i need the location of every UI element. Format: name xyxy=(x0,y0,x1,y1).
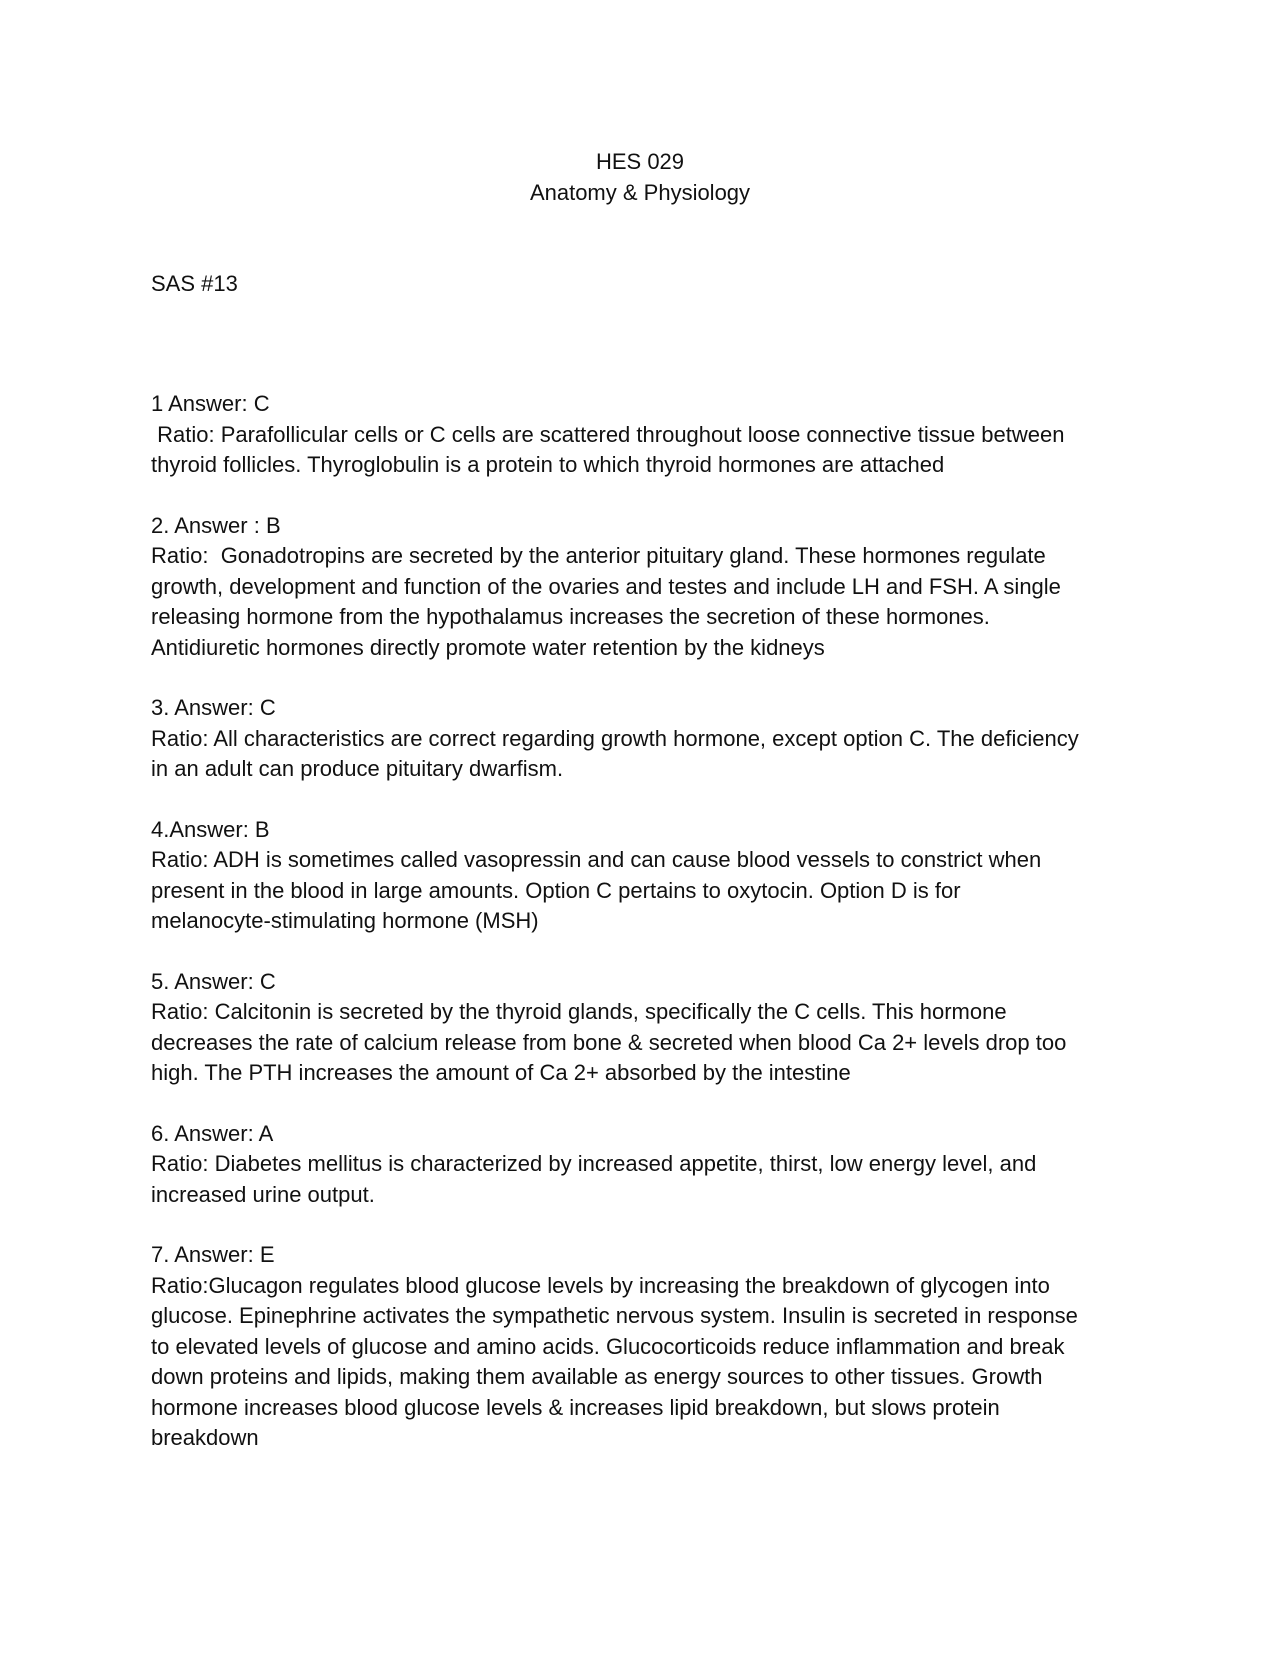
ratio-line: to elevated levels of glucose and amino acids. Glucocorticoids reduce inflammation and break xyxy=(151,1333,1065,1359)
ratio-line: melanocyte-stimulating hormone (MSH) xyxy=(151,908,539,933)
answer-item-7 xyxy=(151,1240,1131,1454)
course-title: Anatomy & Physiology xyxy=(529,180,751,205)
answer-heading: 7. Answer: E xyxy=(151,1242,275,1267)
ratio-line: Ratio: ADH is sometimes called vasopressin and can cause blood vessels to constrict when xyxy=(151,847,1042,872)
answer-item-5 xyxy=(151,967,1131,1089)
ratio-line: glucose. Epinephrine activates the sympathetic nervous system. Insulin is secreted in response xyxy=(151,1303,1078,1328)
ratio-line: high. The PTH increases the amount of Ca 2+ absorbed by the intestine xyxy=(151,1060,851,1085)
answer-list xyxy=(151,389,1131,1484)
answer-item-1 xyxy=(151,389,1131,481)
answer-heading: 2. Answer : B xyxy=(151,512,281,538)
ratio-line: breakdown xyxy=(151,1425,259,1450)
ratio-line: Ratio: All characteristics are correct regarding growth hormone, except option C. The deficiency xyxy=(151,725,1079,751)
ratio-line: Ratio: Calcitonin is secreted by the thyroid glands, specifically the C cells. This hormone xyxy=(151,999,1007,1024)
ratio-line: present in the blood in large amounts. Option C pertains to oxytocin. Option D is for xyxy=(151,877,961,903)
ratio-line: releasing hormone from the hypothalamus increases the secretion of these hormones. xyxy=(151,604,990,629)
document-header xyxy=(0,146,1280,208)
answer-item-6 xyxy=(151,1119,1131,1211)
ratio-line: Antidiuretic hormones directly promote water retention by the kidneys xyxy=(151,634,825,660)
answer-item-4 xyxy=(151,815,1131,937)
ratio-line: Ratio: Gonadotropins are secreted by the anterior pituitary gland. These hormones regulate xyxy=(151,543,1046,568)
ratio-line: growth, development and function of the ovaries and testes and include LH and FSH. A single xyxy=(151,573,1061,599)
answer-heading: 6. Answer: A xyxy=(151,1120,274,1146)
ratio-line: hormone increases blood glucose levels & increases lipid breakdown, but slows protein xyxy=(151,1394,1000,1420)
ratio-line: Ratio: Diabetes mellitus is characterized by increased appetite, thirst, low energy level, and xyxy=(151,1151,1037,1176)
ratio-line: thyroid follicles. Thyroglobulin is a protein to which thyroid hormones are attached xyxy=(151,452,945,477)
sas-label: SAS #13 xyxy=(151,271,238,296)
answer-item-2 xyxy=(151,511,1131,664)
ratio-line: in an adult can produce pituitary dwarfism. xyxy=(151,756,564,781)
ratio-line: decreases the rate of calcium release from bone & secreted when blood Ca 2+ levels drop too xyxy=(151,1029,1067,1055)
answer-item-3 xyxy=(151,693,1131,785)
ratio-line: Ratio:Glucagon regulates blood glucose levels by increasing the breakdown of glycogen into xyxy=(151,1272,1050,1298)
answer-heading: 5. Answer: C xyxy=(151,968,276,994)
ratio-line: down proteins and lipids, making them available as energy sources to other tissues. Growth xyxy=(151,1364,1043,1389)
course-code: HES 029 xyxy=(595,149,685,174)
answer-heading: 3. Answer: C xyxy=(151,695,276,720)
ratio-line: Ratio: Parafollicular cells or C cells are scattered throughout loose connective tissue between xyxy=(151,421,1065,447)
answer-heading: 4.Answer: B xyxy=(151,816,270,842)
ratio-line: increased urine output. xyxy=(151,1181,375,1207)
answer-heading: 1 Answer: C xyxy=(151,391,270,416)
